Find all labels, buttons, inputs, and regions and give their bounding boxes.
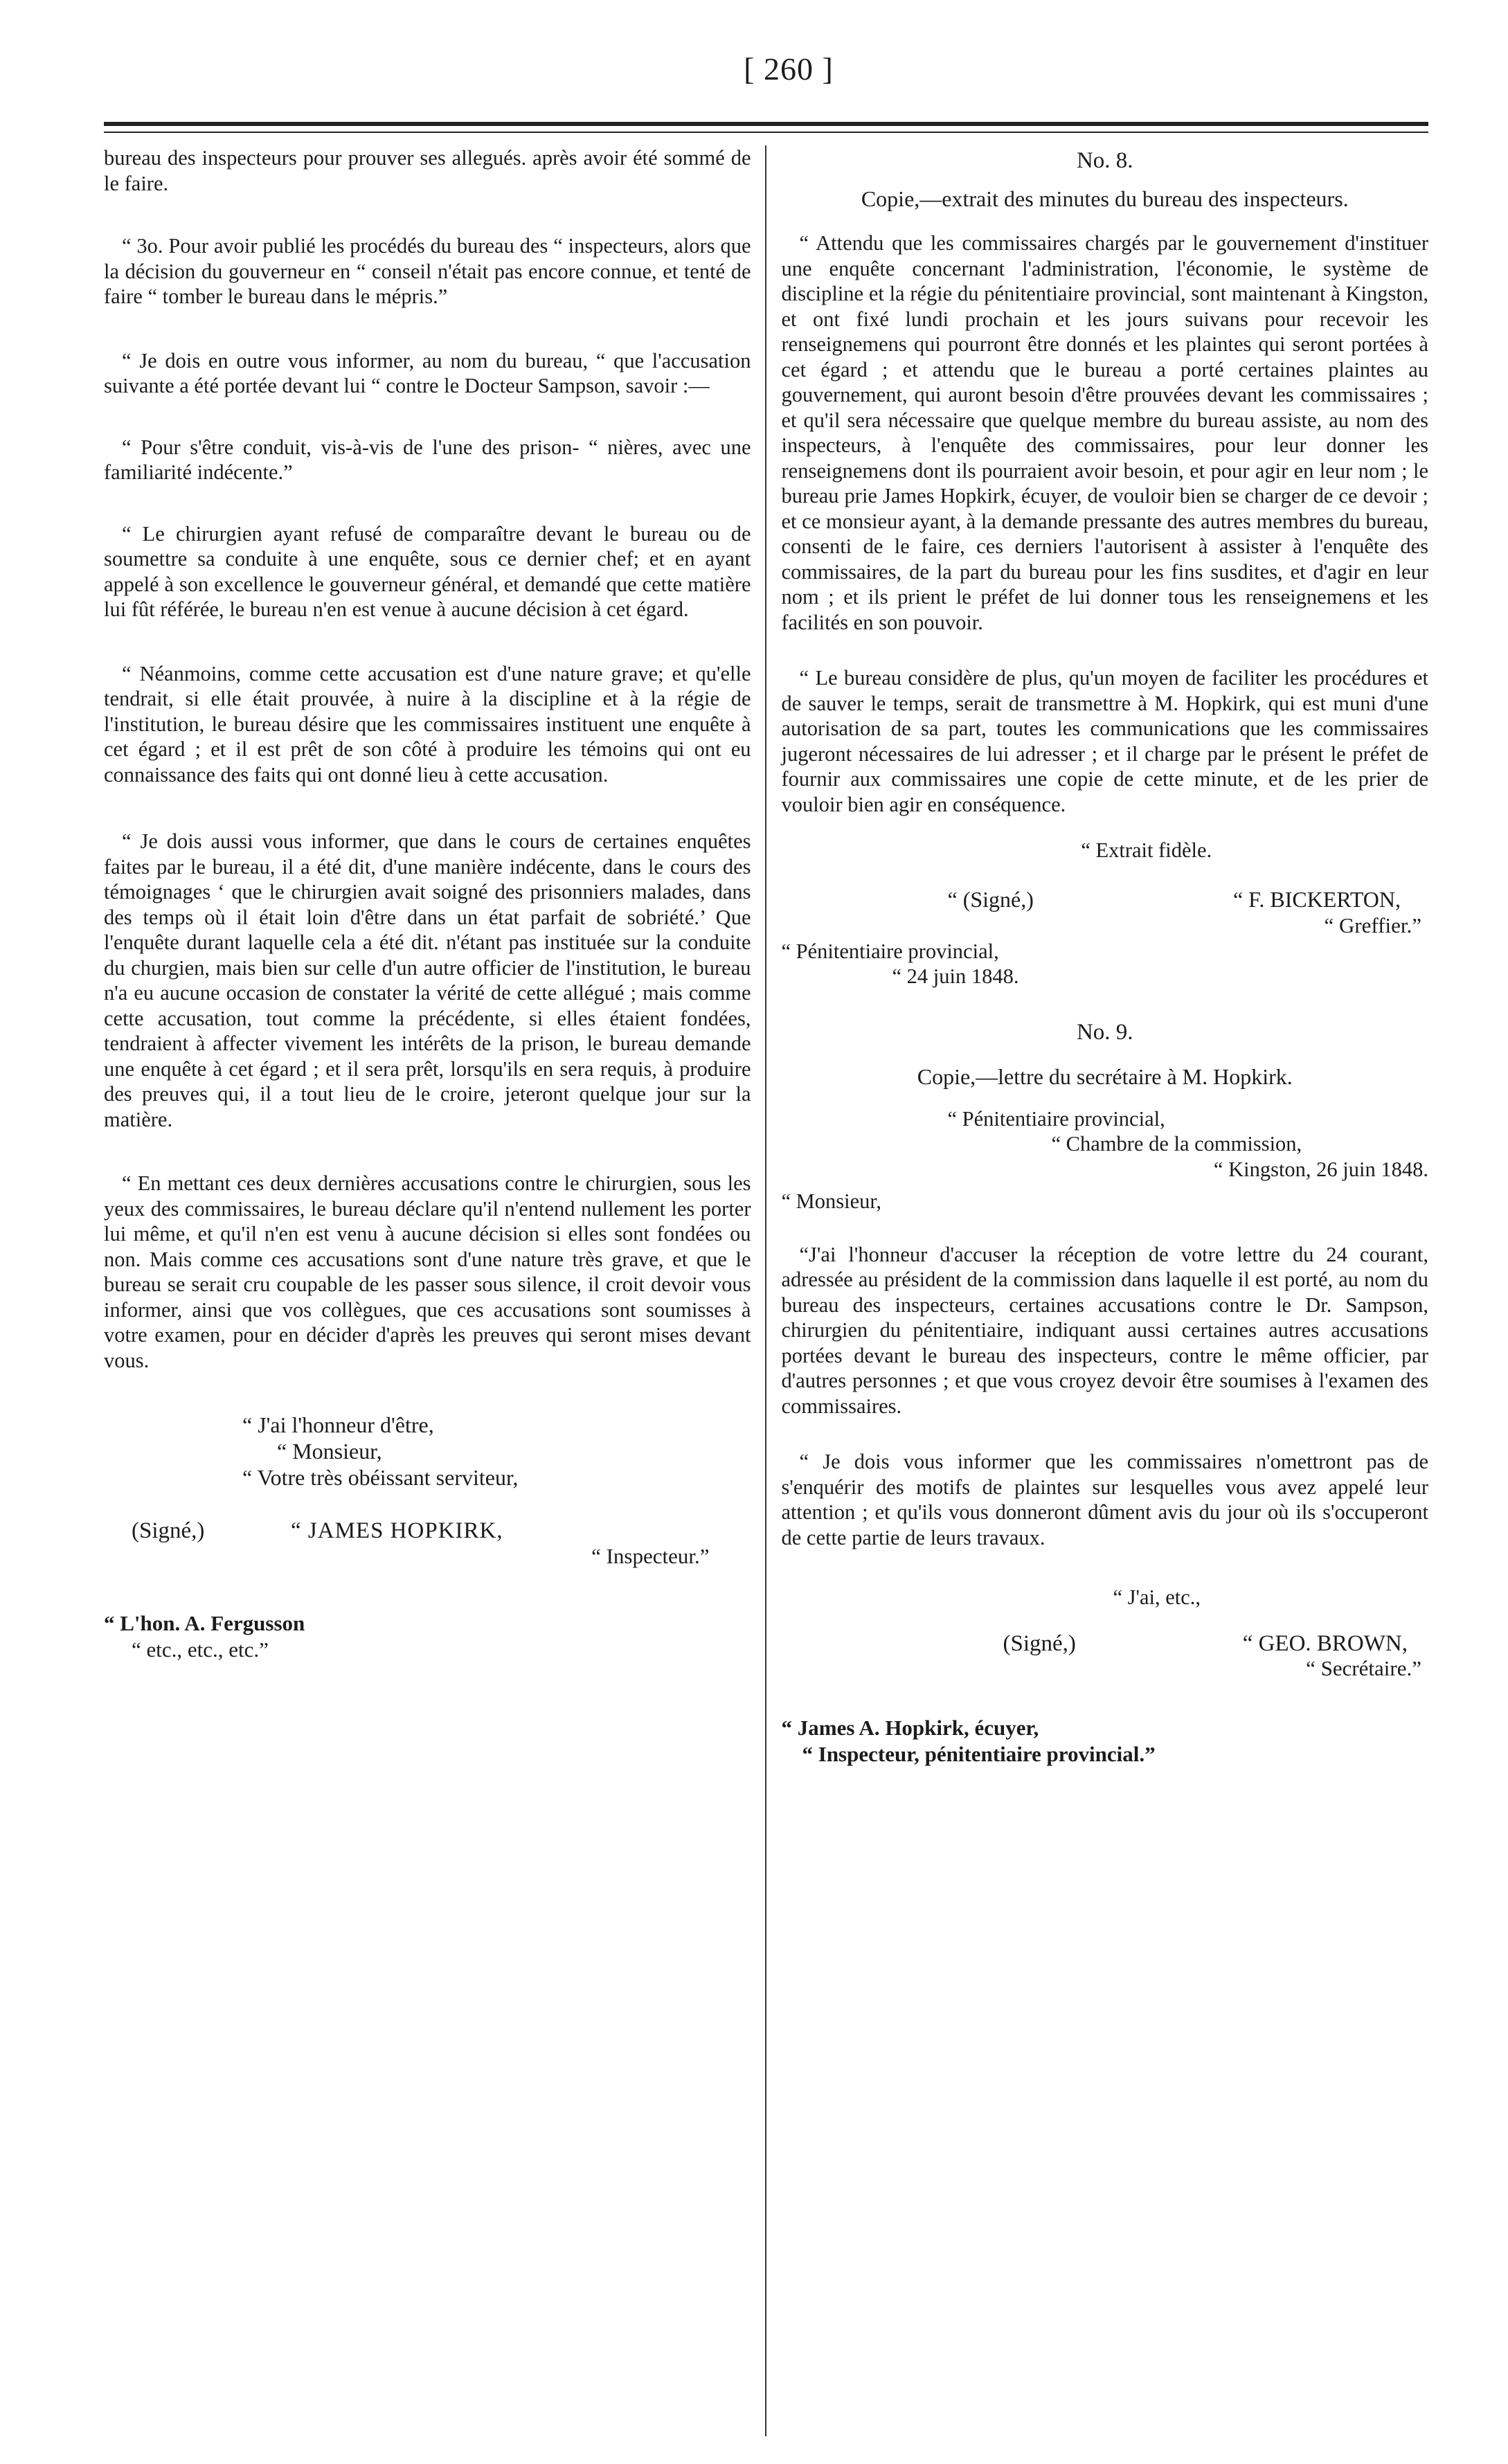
left-signature-line [104, 1518, 751, 1544]
right-paragraph-2: “ Le bureau considère de plus, qu'un moyen de faciliter les procédures et de sauver le temps, serait de transmettre à M. Hopkirk, qui est muni d'une autorisation de sa part, toutes les communications que les commissaires jugeront nécessaires de lui adresser ; et il charge par le présent le préfet de fournir aux commissaires une copie de cette minute, et de les prier de vouloir bien agir en conséquence. [781, 666, 1428, 816]
right-paragraph-4: “ Je dois vous informer que les commissaires n'omettront pas de s'enquérir des motifs de plaintes sur lesquelles vous avez appelé leur attention ; et qu'ils vous donneront dûment avis du jour où ils s'occuperont de cette partie de leurs travaux. [781, 1450, 1428, 1549]
right-paragraph-1: “ Attendu que les commissaires chargés par le gouvernement d'instituer une enquête concernant l'administration, l'économie, le système de discipline et la régie du pénitentiaire provincial, sont maintenant à Kingston, et ont fixé lundi prochain et les jours suivans pour recevoir les renseignemens qui pourront être donnés et les plaintes qui seront portées à cet égard ; et attendu que le bureau a porté certaines plaintes au gouvernement, qui auront besoin d'être prouvées devant les commissaires ; et qu'il sera nécessaire que quelque membre du bureau assiste, au nom des inspecteurs, à l'enquête des commissaires, pour leur donner les renseignemens dont ils pourraient avoir besoin, et pour agir en leur nom ; le bureau prie James Hopkirk, écuyer, de vouloir bien se charger de ce devoir ; et ce monsieur ayant, à la demande pressante des autres membres du bureau, consenti de le faire, ces derniers l'autorisent à assister à l'enquête des commissaires, de la part du bureau pour les fins susdites, et d'agir en leur nom ; et ils prient le préfet de lui donner tous les renseignemens et les facilités en son pouvoir. [781, 231, 1428, 634]
right-column [766, 145, 1429, 2436]
page-number: [ 260 ] [744, 51, 834, 87]
left-paragraph-1: bureau des inspecteurs pour prouver ses allegués. après avoir été sommé de le faire. [104, 146, 751, 195]
signature-9-title: “ Secrétaire.” [1306, 1656, 1421, 1680]
addressee-line-1: “ L'hon. A. Fergusson [104, 1611, 305, 1635]
addressee-line-2: “ etc., etc., etc.” [132, 1637, 269, 1662]
left-paragraph-7: “ Je dois aussi vous informer, que dans le cours de certaines enquêtes faites par le bureau, il a été dit, d'une manière indécente, dans le cours des témoignages ‘ que le chirurgien avait soigné des prisonniers malades, dans des temps où il était loin d'être dans un état parfait de sobriété.’ Que l'enquête durant laquelle cela a été dit. n'étant pas instituée sur la conduite du churgien, mais bien sur celle d'un autre officier de l'institution, le bureau n'a eu aucune occasion de constater la vérité de cette allégué ; mais comme cette accusation, tout comme la précédente, si elles étaient fondées, tendraient à affecter vivement les intérêts de la prison, le bureau demande une enquête à cet égard ; et il sera prêt, lorsqu'ils en sera requis, à produire des preuves qui, il a tout lieu de le croire, jeteront quelque jour sur la matière. [104, 829, 751, 1131]
extrait-fidele: “ Extrait fidèle. [1081, 838, 1212, 862]
closing-line-1: “ J'ai l'honneur d'être, [242, 1412, 434, 1437]
left-paragraph-6: “ Néanmoins, comme cette accusation est d'une nature grave; et qu'elle tendrait, si elle était prouvée, à nuire à la discipline et à la régie de l'institution, le bureau désire que les commissaires instituent une enquête à cet égard ; et il est prêt de son côté à produire les témoins qui ont eu connaissance des faits qui ont donné lieu à cette accusation. [104, 661, 751, 786]
date-8: “ 24 juin 1848. [892, 964, 1019, 988]
right-addressee-line-2: “ Inspecteur, pénitentiaire provincial.” [802, 1741, 1156, 1766]
left-signature-title: “ Inspecteur.” [591, 1543, 710, 1568]
signature-9-name: “ GEO. BROWN, [1242, 1630, 1408, 1656]
header-rule-thin [104, 132, 1428, 133]
left-addressee [104, 1610, 751, 1663]
two-column-body [104, 145, 1428, 2436]
left-paragraph-4: “ Pour s'être conduit, vis-à-vis de l'une des prison- “ nières, avec une familiarité indécente.” [104, 435, 751, 484]
left-closing [104, 1412, 751, 1491]
right-signature-9 [782, 1631, 1429, 1657]
signature-8-name: “ F. BICKERTON, [1232, 886, 1401, 912]
place-date-9 [782, 1106, 1429, 1182]
closing-line-2: “ Monsieur, [277, 1439, 382, 1464]
right-addressee-line-1: “ James A. Hopkirk, écuyer, [781, 1715, 1039, 1740]
document-number-9: No. 9. [1076, 1019, 1133, 1045]
place-date-8 [782, 939, 1429, 989]
copie-8-heading: Copie,—extrait des minutes du bureau des inspecteurs. [861, 186, 1349, 211]
left-paragraph-3: “ Je dois en outre vous informer, au nom du bureau, “ que l'accusation suivante a été portée devant lui “ contre le Docteur Sampson, savoir :— [104, 348, 751, 397]
place-9b: “ Chambre de la commission, [1051, 1132, 1302, 1155]
signe-9-label: (Signé,) [1003, 1630, 1076, 1656]
place-8: “ Pénitentiaire provincial, [781, 939, 999, 963]
document-number-8: No. 8. [1076, 148, 1133, 173]
salutation: “ Monsieur, [781, 1189, 881, 1213]
place-9c: “ Kingston, 26 juin 1848. [1213, 1157, 1428, 1181]
right-closing: “ J'ai, etc., [1113, 1585, 1201, 1609]
place-9a: “ Pénitentiaire provincial, [947, 1106, 1165, 1131]
signe-8-label: “ (Signé,) [947, 886, 1034, 912]
left-paragraph-2: “ 3o. Pour avoir publié les procédés du bureau des “ inspecteurs, alors que la décision du gouverneur en “ conseil n'était pas encore connue, et tenté de faire “ tomber le bureau dans le mépris.” [104, 234, 751, 308]
left-signature-name: “ JAMES HOPKIRK, [291, 1518, 503, 1543]
copie-9-heading: Copie,—lettre du secrétaire à M. Hopkirk. [917, 1064, 1293, 1089]
signature-8-title: “ Greffier.” [1324, 913, 1421, 937]
closing-line-3: “ Votre très obéissant serviteur, [242, 1465, 519, 1490]
header-rule-thick [104, 122, 1428, 126]
left-column [104, 145, 765, 2436]
right-addressee [782, 1715, 1429, 1768]
right-signature-8 [782, 887, 1429, 912]
left-paragraph-8: “ En mettant ces deux dernières accusations contre le chirurgien, sous les yeux des commissaires, le bureau déclare qu'il n'entend nullement les porter lui même, et qu'il n'en est venu à aucune décision si elles sont fondées ou non. Mais comme ces accusations sont d'une nature très grave, et que le bureau se serait cru coupable de les passer sous silence, il croit devoir vous informer, ainsi que vos collègues, que ces accusations sont soumisses à votre examen, pour en décider d'après les preuves qui seront mises devant vous. [104, 1171, 751, 1372]
left-paragraph-5: “ Le chirurgien ayant refusé de comparaître devant le bureau ou de soumettre sa conduite à une enquête, sous ce dernier chef; et en ayant appelé à son excellence le gouverneur général, et demandé que cette matière lui fût référée, le bureau n'en est venue à aucune décision à cet égard. [104, 521, 751, 621]
left-signe-label: (Signé,) [132, 1518, 205, 1543]
right-paragraph-3: “J'ai l'honneur d'accuser la réception de votre lettre du 24 courant, adressée au président de la commission dans laquelle il est porté, au nom du bureau des inspecteurs, certaines accusations contre le Dr. Sampson, chirurgien du pénitentiaire, indiquant aussi certaines autres accusations portées devant le bureau des inspecteurs, contre le même officier, par d'autres personnes ; et que vous croyez devoir être soumises à l'examen des commissaires. [781, 1242, 1428, 1418]
